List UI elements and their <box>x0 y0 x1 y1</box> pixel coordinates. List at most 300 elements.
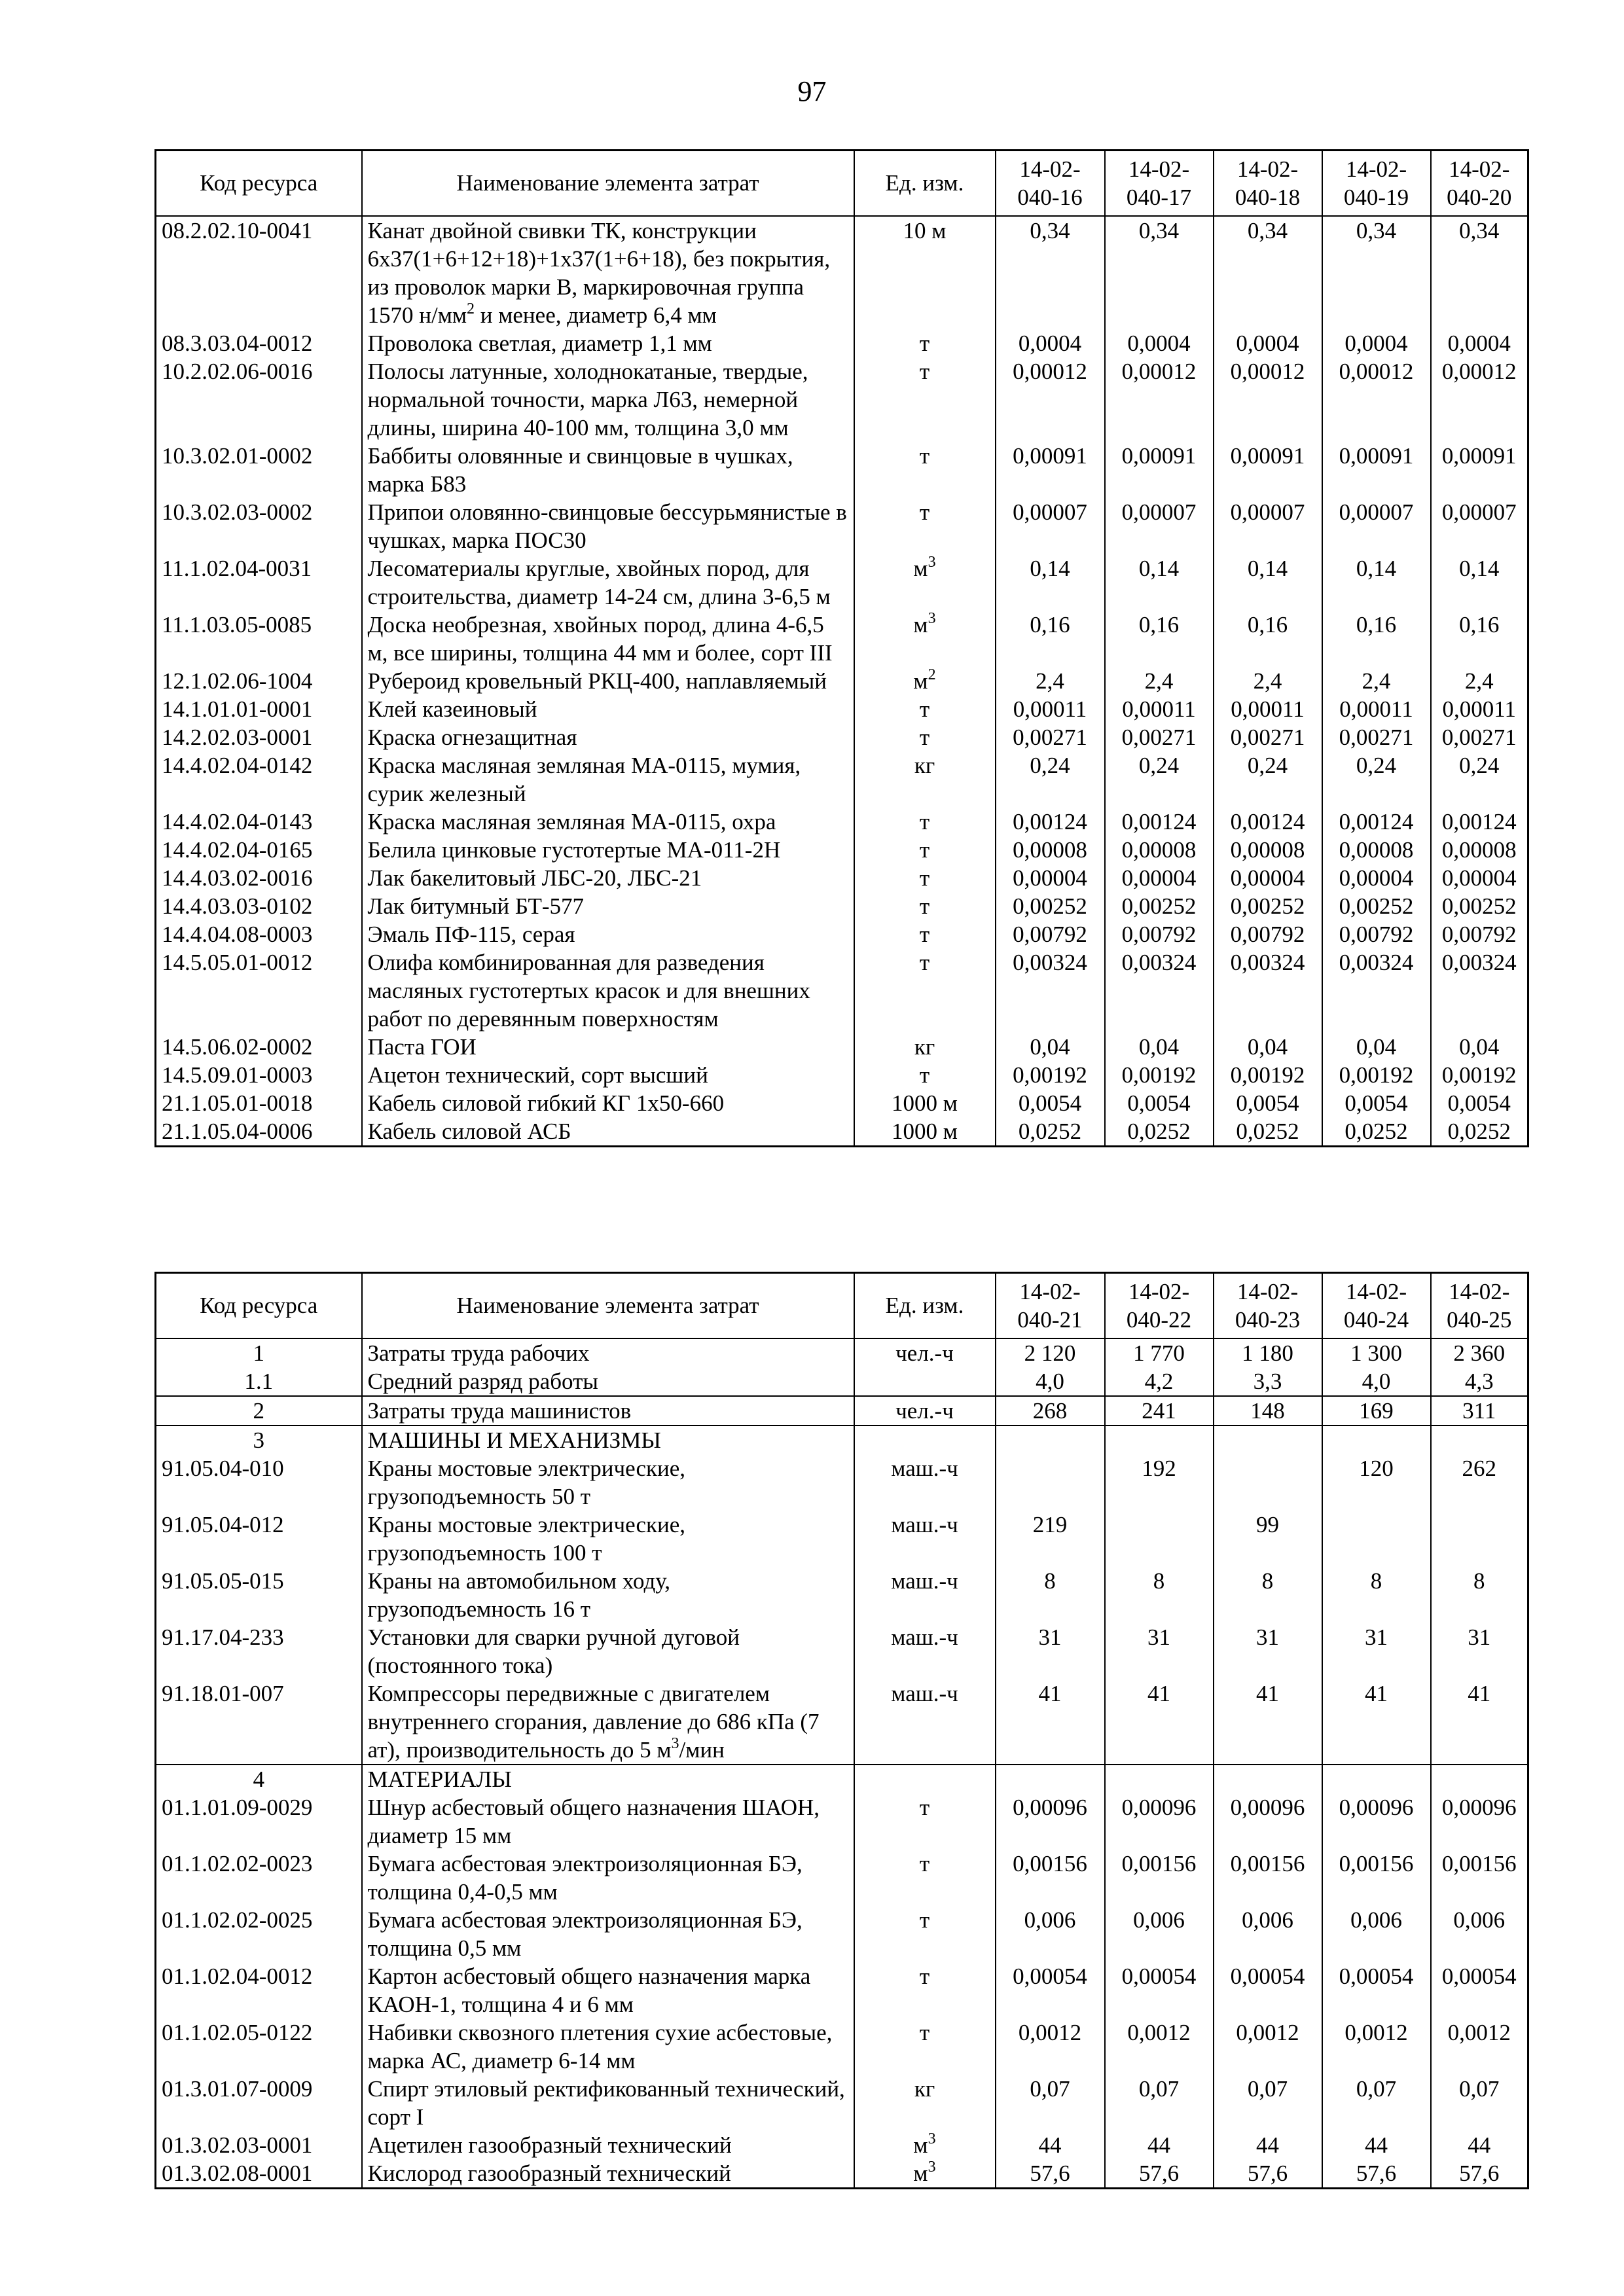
value-cell: 0,006 <box>996 1906 1105 1962</box>
value-cell: 0,00012 <box>1105 357 1214 442</box>
value-cell: 0,0054 <box>996 1089 1105 1117</box>
value-cell: 0,00096 <box>996 1793 1105 1850</box>
table-row <box>156 1850 1528 1906</box>
value-cell: 0,00091 <box>1431 442 1528 498</box>
value-cell: 0,24 <box>1431 751 1528 808</box>
value-cell: 0,00004 <box>996 864 1105 892</box>
resource-name <box>362 1962 854 2018</box>
table-row <box>156 2159 1528 2189</box>
value-cell: 0,00012 <box>1431 357 1528 442</box>
unit-cell <box>854 1793 996 1850</box>
value-cell <box>1322 1426 1431 1454</box>
value-cell: 0,16 <box>1214 611 1322 667</box>
section-row <box>156 1765 1528 1793</box>
resource-name-text: Затраты труда рабочих <box>367 1340 590 1366</box>
resource-code: 14.4.02.04-0142 <box>156 751 362 808</box>
table-header <box>156 1273 1528 1338</box>
value-cell: 0,0012 <box>1322 2018 1431 2075</box>
resource-name <box>362 1906 854 1962</box>
header-code: Код ресурса <box>156 151 362 216</box>
unit-cell <box>854 498 996 554</box>
value-cell: 4,3 <box>1431 1367 1528 1396</box>
value-cell: 0,00124 <box>1105 808 1214 836</box>
table-row <box>156 751 1528 808</box>
value-cell <box>1431 1426 1528 1454</box>
value-cell: 2,4 <box>1431 667 1528 695</box>
column-code-part2: 040-19 <box>1343 184 1409 210</box>
unit-text: т <box>919 836 930 863</box>
table-row <box>156 329 1528 357</box>
unit-text: м <box>913 2160 928 2186</box>
unit-cell <box>854 329 996 357</box>
value-cell: 0,16 <box>1322 611 1431 667</box>
value-cell: 57,6 <box>1214 2159 1322 2189</box>
value-cell: 0,00008 <box>996 836 1105 864</box>
resource-name-text: Кислород газообразный технический <box>367 2160 731 2186</box>
value-cell: 99 <box>1214 1511 1322 1567</box>
unit-cell <box>854 1623 996 1679</box>
resource-code: 1.1 <box>156 1367 362 1396</box>
header-column-3 <box>1214 151 1322 216</box>
column-code-part2: 040-16 <box>1017 184 1083 210</box>
resource-name-tail: /мин <box>679 1736 725 1763</box>
value-cell: 4,0 <box>996 1367 1105 1396</box>
value-cell: 0,24 <box>1322 751 1431 808</box>
value-cell: 0,07 <box>1105 2075 1214 2131</box>
table-row <box>156 2075 1528 2131</box>
value-cell: 0,00004 <box>1214 864 1322 892</box>
value-cell: 0,00192 <box>1214 1061 1322 1089</box>
unit-cell <box>854 2018 996 2075</box>
column-code-part2: 040-24 <box>1343 1306 1409 1333</box>
unit-text: маш.-ч <box>891 1568 958 1594</box>
value-cell <box>996 1765 1105 1793</box>
value-cell: 8 <box>1105 1567 1214 1623</box>
unit-text: м <box>913 555 928 581</box>
resource-code: 14.5.05.01-0012 <box>156 948 362 1033</box>
resource-name <box>362 1623 854 1679</box>
resource-name-text: Затраты труда машинистов <box>367 1397 632 1424</box>
resource-name <box>362 723 854 751</box>
unit-cell <box>854 1367 996 1396</box>
unit-cell <box>854 442 996 498</box>
value-cell: 0,00096 <box>1105 1793 1214 1850</box>
header-column-2 <box>1105 151 1214 216</box>
resource-name <box>362 1454 854 1511</box>
resource-code: 91.17.04-233 <box>156 1623 362 1679</box>
column-code-part1: 14-02- <box>1345 1278 1407 1304</box>
value-cell: 0,00012 <box>1322 357 1431 442</box>
value-cell: 0,00011 <box>1214 695 1322 723</box>
value-cell: 0,14 <box>996 554 1105 611</box>
resource-name-text: Полосы латунные, холоднокатаные, твердые, нормальной точности, марка Л63, немерной длины, ширина 40-100 мм, толщина 3,0 мм <box>367 358 808 440</box>
value-cell: 0,00252 <box>996 892 1105 920</box>
value-cell: 1 300 <box>1322 1338 1431 1367</box>
value-cell: 0,0054 <box>1214 1089 1322 1117</box>
value-cell: 0,0054 <box>1105 1089 1214 1117</box>
unit-text: кг <box>914 1033 935 1060</box>
unit-text: м <box>913 2132 928 2158</box>
value-cell: 0,16 <box>996 611 1105 667</box>
resource-name <box>362 2018 854 2075</box>
resource-code: 91.18.01-007 <box>156 1679 362 1765</box>
unit-text: т <box>919 949 930 975</box>
resource-name-text: Доска необрезная, хвойных пород, длина 4-6,5 м, все ширины, толщина 44 мм и более, сорт III <box>367 611 833 666</box>
table-row <box>156 1338 1528 1367</box>
value-cell: 31 <box>1431 1623 1528 1679</box>
table-row <box>156 1679 1528 1765</box>
value-cell: 0,0004 <box>1322 329 1431 357</box>
value-cell: 44 <box>1105 2131 1214 2159</box>
value-cell: 0,00271 <box>1431 723 1528 751</box>
resource-name-text: Средний разряд работы <box>367 1368 598 1394</box>
resource-name <box>362 836 854 864</box>
value-cell: 0,04 <box>996 1033 1105 1061</box>
value-cell: 0,00011 <box>1322 695 1431 723</box>
value-cell: 4,2 <box>1105 1367 1214 1396</box>
table-row <box>156 1454 1528 1511</box>
unit-text: т <box>919 1062 930 1088</box>
unit-text: маш.-ч <box>891 1511 958 1537</box>
unit-text: маш.-ч <box>891 1624 958 1650</box>
value-cell: 0,00156 <box>1105 1850 1214 1906</box>
resource-name <box>362 357 854 442</box>
value-cell: 0,0004 <box>1431 329 1528 357</box>
value-cell: 0,34 <box>996 216 1105 329</box>
resource-code: 01.3.02.08-0001 <box>156 2159 362 2189</box>
table-row <box>156 216 1528 329</box>
resource-code: 10.3.02.03-0002 <box>156 498 362 554</box>
value-cell: 8 <box>1214 1567 1322 1623</box>
value-cell: 0,00008 <box>1431 836 1528 864</box>
table-row <box>156 948 1528 1033</box>
value-cell: 0,00091 <box>996 442 1105 498</box>
value-cell: 41 <box>1431 1679 1528 1765</box>
unit-text: чел.-ч <box>895 1397 954 1424</box>
value-cell: 0,0012 <box>996 2018 1105 2075</box>
resource-name-text: Шнур асбестовый общего назначения ШАОН, диаметр 15 мм <box>367 1794 820 1848</box>
unit-text: т <box>919 1794 930 1820</box>
value-cell: 148 <box>1214 1396 1322 1426</box>
value-cell: 0,00004 <box>1105 864 1214 892</box>
value-cell: 0,00054 <box>1431 1962 1528 2018</box>
section-row <box>156 1426 1528 1454</box>
value-cell: 0,0252 <box>1105 1117 1214 1147</box>
value-cell: 0,00192 <box>996 1061 1105 1089</box>
unit-text: т <box>919 1963 930 1989</box>
resource-name-text: МАТЕРИАЛЫ <box>367 1766 512 1792</box>
resource-name <box>362 2159 854 2189</box>
value-cell: 0,00156 <box>996 1850 1105 1906</box>
resource-name-text: Набивки сквозного плетения сухие асбестовые, марка АС, диаметр 6-14 мм <box>367 2019 833 2073</box>
resource-name-text: Краны мостовые электрические, грузоподъемность 100 т <box>367 1511 686 1566</box>
value-cell: 0,34 <box>1214 216 1322 329</box>
resource-name <box>362 498 854 554</box>
column-code-part1: 14-02- <box>1128 156 1190 182</box>
unit-cell <box>854 2075 996 2131</box>
resource-code: 14.2.02.03-0001 <box>156 723 362 751</box>
value-cell: 44 <box>996 2131 1105 2159</box>
unit-superscript: 3 <box>928 2158 936 2176</box>
resource-code: 14.5.06.02-0002 <box>156 1033 362 1061</box>
header-row <box>156 151 1528 216</box>
value-cell: 0,00011 <box>1105 695 1214 723</box>
unit-text: м <box>913 611 928 637</box>
value-cell: 0,00192 <box>1431 1061 1528 1089</box>
value-cell: 0,00004 <box>1431 864 1528 892</box>
column-code-part1: 14-02- <box>1345 156 1407 182</box>
resource-name <box>362 920 854 948</box>
resource-name <box>362 554 854 611</box>
value-cell: 0,0004 <box>1105 329 1214 357</box>
header-row <box>156 1273 1528 1338</box>
unit-superscript: 2 <box>928 666 936 683</box>
unit-text: м <box>913 668 928 694</box>
value-cell: 0,00271 <box>1214 723 1322 751</box>
value-cell: 0,00192 <box>1322 1061 1431 1089</box>
resource-code: 11.1.03.05-0085 <box>156 611 362 667</box>
resource-code: 1 <box>156 1338 362 1367</box>
value-cell: 0,0252 <box>1322 1117 1431 1147</box>
value-cell: 0,0012 <box>1105 2018 1214 2075</box>
unit-cell <box>854 1567 996 1623</box>
unit-cell <box>854 667 996 695</box>
table-row <box>156 808 1528 836</box>
resource-code: 01.3.02.03-0001 <box>156 2131 362 2159</box>
resource-name <box>362 892 854 920</box>
unit-cell <box>854 1850 996 1906</box>
value-cell: 0,34 <box>1322 216 1431 329</box>
value-cell <box>1431 1765 1528 1793</box>
table-row <box>156 892 1528 920</box>
value-cell: 0,00324 <box>1431 948 1528 1033</box>
unit-cell <box>854 892 996 920</box>
value-cell: 0,14 <box>1105 554 1214 611</box>
resource-name <box>362 1765 854 1793</box>
table-row <box>156 2131 1528 2159</box>
resource-name <box>362 1367 854 1396</box>
value-cell: 0,07 <box>1214 2075 1322 2131</box>
value-cell: 31 <box>1105 1623 1214 1679</box>
value-cell: 0,07 <box>996 2075 1105 2131</box>
unit-text: т <box>919 921 930 947</box>
unit-cell <box>854 836 996 864</box>
resource-name-text: Спирт этиловый ректификованный технический, сорт I <box>367 2075 845 2130</box>
resource-code: 08.2.02.10-0041 <box>156 216 362 329</box>
resource-name <box>362 329 854 357</box>
resource-name-text: Лак бакелитовый ЛБС-20, ЛБС-21 <box>367 865 702 891</box>
resource-name-text: Краска масляная земляная МА-0115, охра <box>367 808 776 834</box>
value-cell: 41 <box>1214 1679 1322 1765</box>
value-cell: 0,00054 <box>996 1962 1105 2018</box>
value-cell: 0,04 <box>1105 1033 1214 1061</box>
column-code-part1: 14-02- <box>1236 1278 1299 1304</box>
resource-code: 11.1.02.04-0031 <box>156 554 362 611</box>
value-cell: 0,00124 <box>1322 808 1431 836</box>
resource-code: 01.1.02.02-0025 <box>156 1906 362 1962</box>
value-cell: 0,00091 <box>1105 442 1214 498</box>
unit-text: маш.-ч <box>891 1680 958 1706</box>
table-row <box>156 1396 1528 1426</box>
value-cell: 0,0054 <box>1322 1089 1431 1117</box>
unit-cell <box>854 1679 996 1765</box>
table-row <box>156 836 1528 864</box>
value-cell: 8 <box>996 1567 1105 1623</box>
unit-cell <box>854 864 996 892</box>
table-row <box>156 1906 1528 1962</box>
value-cell: 0,00324 <box>1322 948 1431 1033</box>
value-cell: 2,4 <box>1322 667 1431 695</box>
resource-name <box>362 751 854 808</box>
unit-cell <box>854 1454 996 1511</box>
value-cell <box>1105 1426 1214 1454</box>
value-cell: 120 <box>1322 1454 1431 1511</box>
unit-text: т <box>919 499 930 525</box>
unit-cell <box>854 695 996 723</box>
resource-table-2 <box>154 1272 1529 2189</box>
value-cell: 0,14 <box>1322 554 1431 611</box>
value-cell: 0,00156 <box>1431 1850 1528 1906</box>
resource-name-text: Рубероид кровельный РКЦ-400, наплавляемый <box>367 668 827 694</box>
table-row <box>156 723 1528 751</box>
value-cell: 0,006 <box>1105 1906 1214 1962</box>
resource-name <box>362 1396 854 1426</box>
table-row <box>156 1511 1528 1567</box>
unit-text: кг <box>914 2075 935 2102</box>
value-cell: 0,04 <box>1214 1033 1322 1061</box>
unit-text: т <box>919 865 930 891</box>
resource-code: 01.1.01.09-0029 <box>156 1793 362 1850</box>
column-code-part2: 040-21 <box>1017 1306 1083 1333</box>
resource-code: 01.1.02.05-0122 <box>156 2018 362 2075</box>
value-cell: 8 <box>1431 1567 1528 1623</box>
unit-cell <box>854 723 996 751</box>
value-cell: 0,00096 <box>1322 1793 1431 1850</box>
resource-code: 4 <box>156 1765 362 1793</box>
value-cell: 0,00792 <box>1322 920 1431 948</box>
resource-code: 21.1.05.01-0018 <box>156 1089 362 1117</box>
resource-name-text: Компрессоры передвижные с двигателем внутреннего сгорания, давление до 686 кПа (7 ат), производительность до 5 м <box>367 1680 820 1763</box>
value-cell: 0,00054 <box>1322 1962 1431 2018</box>
value-cell <box>1214 1454 1322 1511</box>
unit-cell <box>854 1033 996 1061</box>
value-cell: 0,07 <box>1431 2075 1528 2131</box>
column-code-part2: 040-23 <box>1235 1306 1301 1333</box>
resource-code: 21.1.05.04-0006 <box>156 1117 362 1147</box>
value-cell <box>1105 1511 1214 1567</box>
value-cell <box>1431 1511 1528 1567</box>
value-cell: 0,00007 <box>1214 498 1322 554</box>
unit-text: маш.-ч <box>891 1455 958 1481</box>
value-cell: 2 360 <box>1431 1338 1528 1367</box>
value-cell: 2,4 <box>1214 667 1322 695</box>
value-cell: 0,16 <box>1105 611 1214 667</box>
value-cell: 0,00252 <box>1431 892 1528 920</box>
value-cell: 219 <box>996 1511 1105 1567</box>
unit-cell <box>854 1906 996 1962</box>
unit-text: т <box>919 330 930 356</box>
unit-cell <box>854 1089 996 1117</box>
resource-name <box>362 611 854 667</box>
value-cell: 311 <box>1431 1396 1528 1426</box>
value-cell: 0,24 <box>996 751 1105 808</box>
superscript: 3 <box>671 1734 679 1752</box>
unit-cell <box>854 554 996 611</box>
unit-cell <box>854 1396 996 1426</box>
value-cell: 0,07 <box>1322 2075 1431 2131</box>
value-cell: 0,00124 <box>1431 808 1528 836</box>
header-column-3 <box>1214 1273 1322 1338</box>
table-row <box>156 442 1528 498</box>
table-row <box>156 2018 1528 2075</box>
resource-code: 14.5.09.01-0003 <box>156 1061 362 1089</box>
resource-code: 14.4.02.04-0165 <box>156 836 362 864</box>
value-cell: 0,00012 <box>996 357 1105 442</box>
value-cell: 0,00096 <box>1214 1793 1322 1850</box>
value-cell: 0,00007 <box>996 498 1105 554</box>
value-cell: 8 <box>1322 1567 1431 1623</box>
resource-code: 08.3.03.04-0012 <box>156 329 362 357</box>
value-cell: 0,24 <box>1214 751 1322 808</box>
value-cell: 0,00192 <box>1105 1061 1214 1089</box>
page-number: 97 <box>797 75 827 107</box>
resource-name-text: Белила цинковые густотертые МА-011-2Н <box>367 836 781 863</box>
table-row <box>156 1623 1528 1679</box>
unit-text: чел.-ч <box>895 1340 954 1366</box>
value-cell: 0,00124 <box>1214 808 1322 836</box>
resource-name-text: МАШИНЫ И МЕХАНИЗМЫ <box>367 1427 661 1453</box>
resource-name <box>362 695 854 723</box>
value-cell: 0,00324 <box>1214 948 1322 1033</box>
value-cell: 2,4 <box>996 667 1105 695</box>
value-cell: 0,00124 <box>996 808 1105 836</box>
value-cell: 1 180 <box>1214 1338 1322 1367</box>
value-cell: 0,00012 <box>1214 357 1322 442</box>
value-cell: 2 120 <box>996 1338 1105 1367</box>
unit-text: кг <box>914 752 935 778</box>
value-cell: 0,0012 <box>1431 2018 1528 2075</box>
unit-text: т <box>919 1907 930 1933</box>
unit-text: т <box>919 2019 930 2045</box>
value-cell: 192 <box>1105 1454 1214 1511</box>
resource-code: 91.05.05-015 <box>156 1567 362 1623</box>
resource-name <box>362 1511 854 1567</box>
unit-text: 10 м <box>903 217 947 243</box>
value-cell: 57,6 <box>1322 2159 1431 2189</box>
value-cell: 0,16 <box>1431 611 1528 667</box>
resource-name <box>362 1567 854 1623</box>
resource-code: 01.1.02.04-0012 <box>156 1962 362 2018</box>
resource-name-text: Ацетилен газообразный технический <box>367 2132 732 2158</box>
resource-name <box>362 216 854 329</box>
value-cell: 0,00008 <box>1214 836 1322 864</box>
resource-name-text: Бумага асбестовая электроизоляционная БЭ, толщина 0,5 мм <box>367 1907 803 1961</box>
resource-name <box>362 808 854 836</box>
resource-name <box>362 1793 854 1850</box>
value-cell: 44 <box>1431 2131 1528 2159</box>
value-cell: 0,00007 <box>1322 498 1431 554</box>
value-cell: 0,00324 <box>996 948 1105 1033</box>
table-row <box>156 1367 1528 1396</box>
value-cell: 262 <box>1431 1454 1528 1511</box>
value-cell: 0,00007 <box>1431 498 1528 554</box>
resource-code: 14.4.03.02-0016 <box>156 864 362 892</box>
column-code-part2: 040-20 <box>1447 184 1512 210</box>
value-cell: 0,0004 <box>996 329 1105 357</box>
value-cell: 0,00011 <box>996 695 1105 723</box>
value-cell: 0,00252 <box>1214 892 1322 920</box>
value-cell <box>1322 1765 1431 1793</box>
